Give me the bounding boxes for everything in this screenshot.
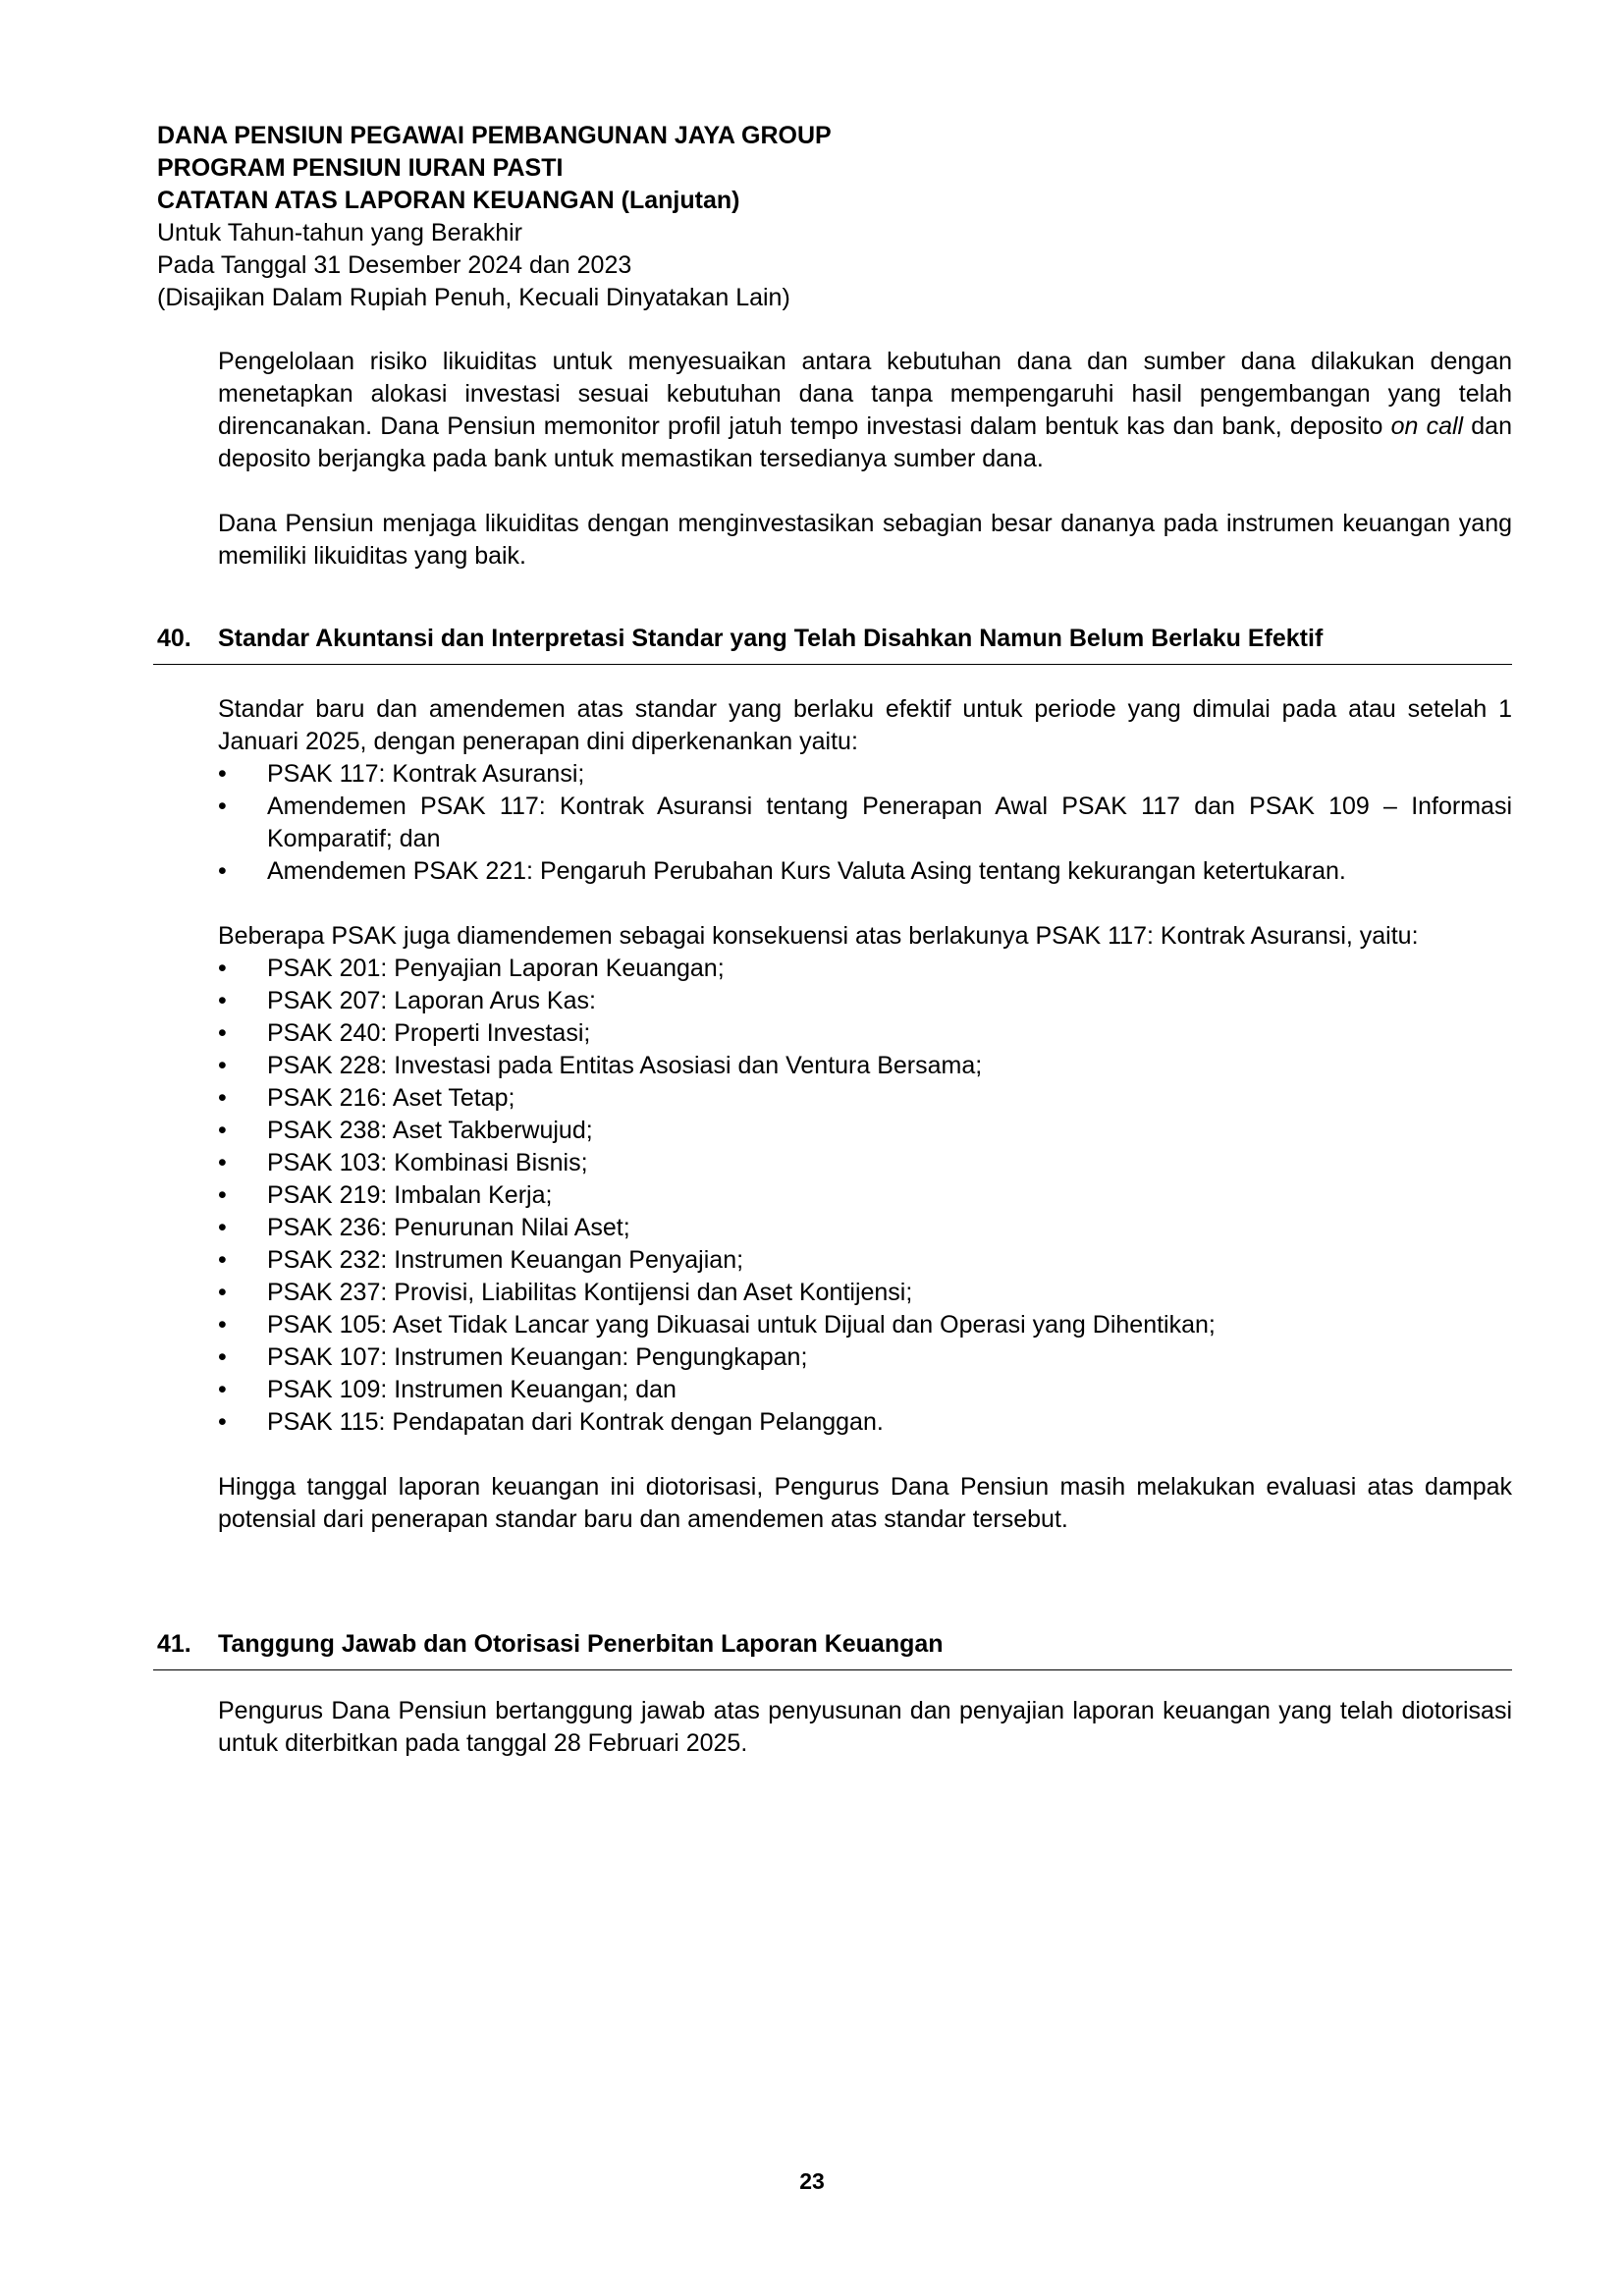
list-item: • PSAK 238: Aset Takberwujud; (218, 1115, 1512, 1147)
intro-liquidity-text (218, 346, 1512, 573)
list-item: • PSAK 115: Pendapatan dari Kontrak dengan Pelanggan. (218, 1406, 1512, 1439)
list-item: • PSAK 201: Penyajian Laporan Keuangan; (218, 953, 1512, 985)
intro-paragraph-2: Dana Pensiun menjaga likuiditas dengan menginvestasikan sebagian besar dananya pada instrumen keuangan yang memiliki likuiditas yang baik. (218, 510, 1512, 570)
section-40-heading (153, 625, 1512, 665)
intro-paragraph-1: Pengelolaan risiko likuiditas untuk menyesuaikan antara kebutuhan dana dan sumber dana dilakukan dengan menetapkan alokasi investasi sesuai kebutuhan dana tanpa mempengaruhi hasil pengembangan yang telah direncanakan. Dana Pensiun memonitor profil jatuh tempo investasi dalam bentuk kas dan bank, deposito on call dan deposito berjangka pada bank untuk memastikan tersedianya sumber dana. (218, 348, 1512, 472)
section-40-paragraph-1: Standar baru dan amendemen atas standar yang berlaku efektif untuk periode yang dimulai pada atau setelah 1 Januari 2025, dengan penerapan dini diperkenankan yaitu: (218, 695, 1512, 755)
header-entity-name: DANA PENSIUN PEGAWAI PEMBANGUNAN JAYA GROUP (157, 122, 832, 149)
section-41-heading (153, 1630, 1512, 1670)
list-item: • PSAK 117: Kontrak Asuransi; (218, 758, 1512, 791)
header-program-name: PROGRAM PENSIUN IURAN PASTI (157, 154, 564, 182)
list-item: • PSAK 103: Kombinasi Bisnis; (218, 1147, 1512, 1179)
section-40-paragraph-3: Hingga tanggal laporan keuangan ini diotorisasi, Pengurus Dana Pensiun masih melakukan evaluasi atas dampak potensial dari penerapan standar baru dan amendemen atas standar tersebut. (218, 1473, 1512, 1533)
amended-psak-list (218, 953, 1512, 1439)
list-item: • PSAK 237: Provisi, Liabilitas Kontijensi dan Aset Kontijensi; (218, 1277, 1512, 1309)
section-40-paragraph-2: Beberapa PSAK juga diamendemen sebagai konsekuensi atas berlakunya PSAK 117: Kontrak Asuransi, yaitu: (218, 922, 1419, 950)
section-41-body (218, 1695, 1512, 1760)
italic-on-call: on call (1390, 412, 1464, 440)
list-item: • PSAK 207: Laporan Arus Kas: (218, 985, 1512, 1017)
list-item: • PSAK 240: Properti Investasi; (218, 1017, 1512, 1050)
list-item: • PSAK 228: Investasi pada Entitas Asosiasi dan Ventura Bersama; (218, 1050, 1512, 1082)
list-item: • PSAK 107: Instrumen Keuangan: Pengungkapan; (218, 1341, 1512, 1374)
header-period-line: Untuk Tahun-tahun yang Berakhir (157, 219, 522, 246)
list-item: • Amendemen PSAK 117: Kontrak Asuransi tentang Penerapan Awal PSAK 117 dan PSAK 109 – Informasi Komparatif; dan (218, 791, 1512, 855)
list-item: • PSAK 105: Aset Tidak Lancar yang Dikuasai untuk Dijual dan Operasi yang Dihentikan; (218, 1309, 1512, 1341)
header-report-title: CATATAN ATAS LAPORAN KEUANGAN (Lanjutan) (157, 187, 740, 214)
list-item: • PSAK 232: Instrumen Keuangan Penyajian; (218, 1244, 1512, 1277)
list-item: • PSAK 216: Aset Tetap; (218, 1082, 1512, 1115)
section-title: Tanggung Jawab dan Otorisasi Penerbitan Laporan Keuangan (218, 1630, 944, 1658)
list-item: • Amendemen PSAK 221: Pengaruh Perubahan Kurs Valuta Asing tentang kekurangan ketertukaran. (218, 855, 1512, 888)
header-date-line: Pada Tanggal 31 Desember 2024 dan 2023 (157, 251, 632, 279)
section-title: Standar Akuntansi dan Interpretasi Standar yang Telah Disahkan Namun Belum Berlaku Efektif (218, 625, 1324, 652)
list-item: • PSAK 219: Imbalan Kerja; (218, 1179, 1512, 1212)
page-number: 23 (799, 2168, 825, 2194)
new-standards-list (218, 758, 1512, 888)
report-header (157, 120, 1512, 314)
section-40-body (218, 693, 1512, 1536)
list-item: • PSAK 236: Penurunan Nilai Aset; (218, 1212, 1512, 1244)
list-item: • PSAK 109: Instrumen Keuangan; dan (218, 1374, 1512, 1406)
section-41-paragraph-1: Pengurus Dana Pensiun bertanggung jawab atas penyusunan dan penyajian laporan keuangan yang telah diotorisasi untuk diterbitkan pada tanggal 28 Februari 2025. (218, 1697, 1512, 1757)
section-number: 40. (157, 625, 191, 652)
header-currency-note: (Disajikan Dalam Rupiah Penuh, Kecuali Dinyatakan Lain) (157, 284, 790, 311)
section-number: 41. (157, 1630, 191, 1658)
